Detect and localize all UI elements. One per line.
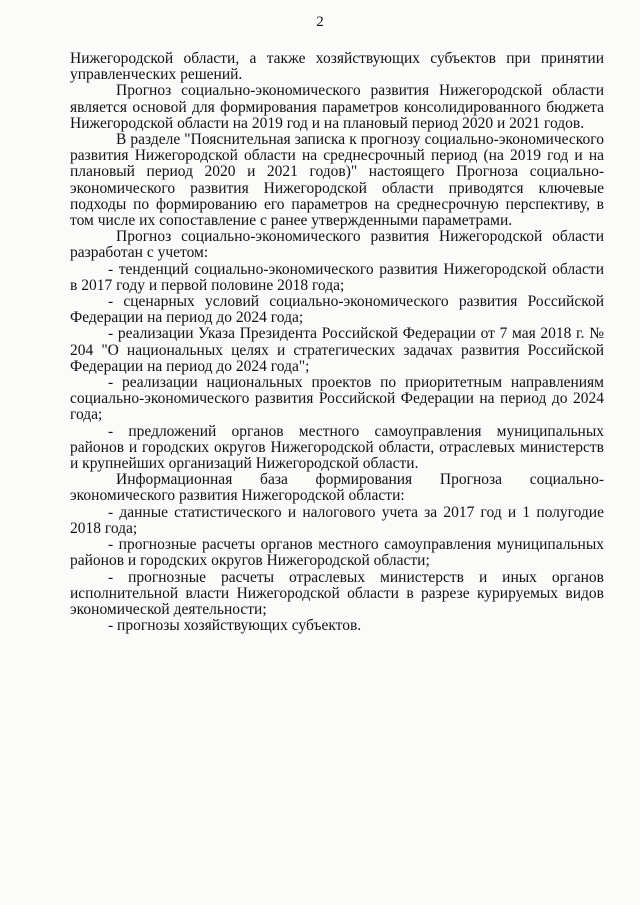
list-item-presidential-decree: - реализации Указа Президента Российской Федерации от 7 мая 2018 г. № 204 "О национальных целях и стратегических задачах развития Российской Федерации на период до 2024 года";	[70, 325, 604, 375]
list-item-statistical-data: - данные статистического и налогового учета за 2017 год и 1 полугодие 2018 года;	[70, 503, 604, 537]
paragraph-explanatory-note: В разделе "Пояснительная записка к прогнозу социально-экономического развития Нижегородской области на среднесрочный период (на 2019 год и на плановый период 2020 и 2021 годов)" настоящего Прогноза социально-экономического развития Нижегородской области приводятся ключевые подходы по формированию его параметров на среднесрочную перспективу, в том числе их сопоставление с ранее утвержденными параметрами.	[70, 131, 604, 230]
page-number: 2	[316, 14, 324, 30]
paragraph-developed-considering: Прогноз социально-экономического развития Нижегородской области разработан с учетом:	[70, 228, 604, 262]
list-item-business-forecasts: - прогнозы хозяйствующих субъектов.	[108, 617, 362, 635]
paragraph-forecast-basis: Прогноз социально-экономического развития Нижегородской области является основой для формирования параметров консолидированного бюджета Нижегородской области на 2019 год и на плановый период 2020 и 2021 годов.	[70, 82, 604, 132]
list-item-proposals: - предложений органов местного самоуправления муниципальных районов и городских округов Нижегородской области, отраслевых министерств и крупнейших организаций Нижегородской области.	[70, 422, 604, 473]
document-body	[70, 51, 604, 634]
list-item-municipal-forecasts: - прогнозные расчеты органов местного самоуправления муниципальных районов и городских округов Нижегородской области;	[70, 536, 604, 570]
list-item-national-projects: - реализации национальных проектов по приоритетным направлениям социально-экономического развития Российской Федерации на период до 2024 года;	[70, 374, 604, 424]
paragraph-information-base: Информационная база формирования Прогноза социально-экономического развития Нижегородской области:	[70, 471, 604, 505]
paragraph-continuation: Нижегородской области, а также хозяйствующих субъектов при принятии управленческих решений.	[70, 50, 604, 84]
list-item-scenario-conditions: - сценарных условий социально-экономического развития Российской Федерации на период до 2024 года;	[70, 293, 604, 327]
list-item-trends: - тенденций социально-экономического развития Нижегородской области в 2017 году и первой половине 2018 года;	[70, 260, 604, 294]
list-item-ministry-forecasts: - прогнозные расчеты отраслевых министерств и иных органов исполнительной власти Нижегородской области в разрезе курируемых видов экономической деятельности;	[70, 568, 604, 618]
